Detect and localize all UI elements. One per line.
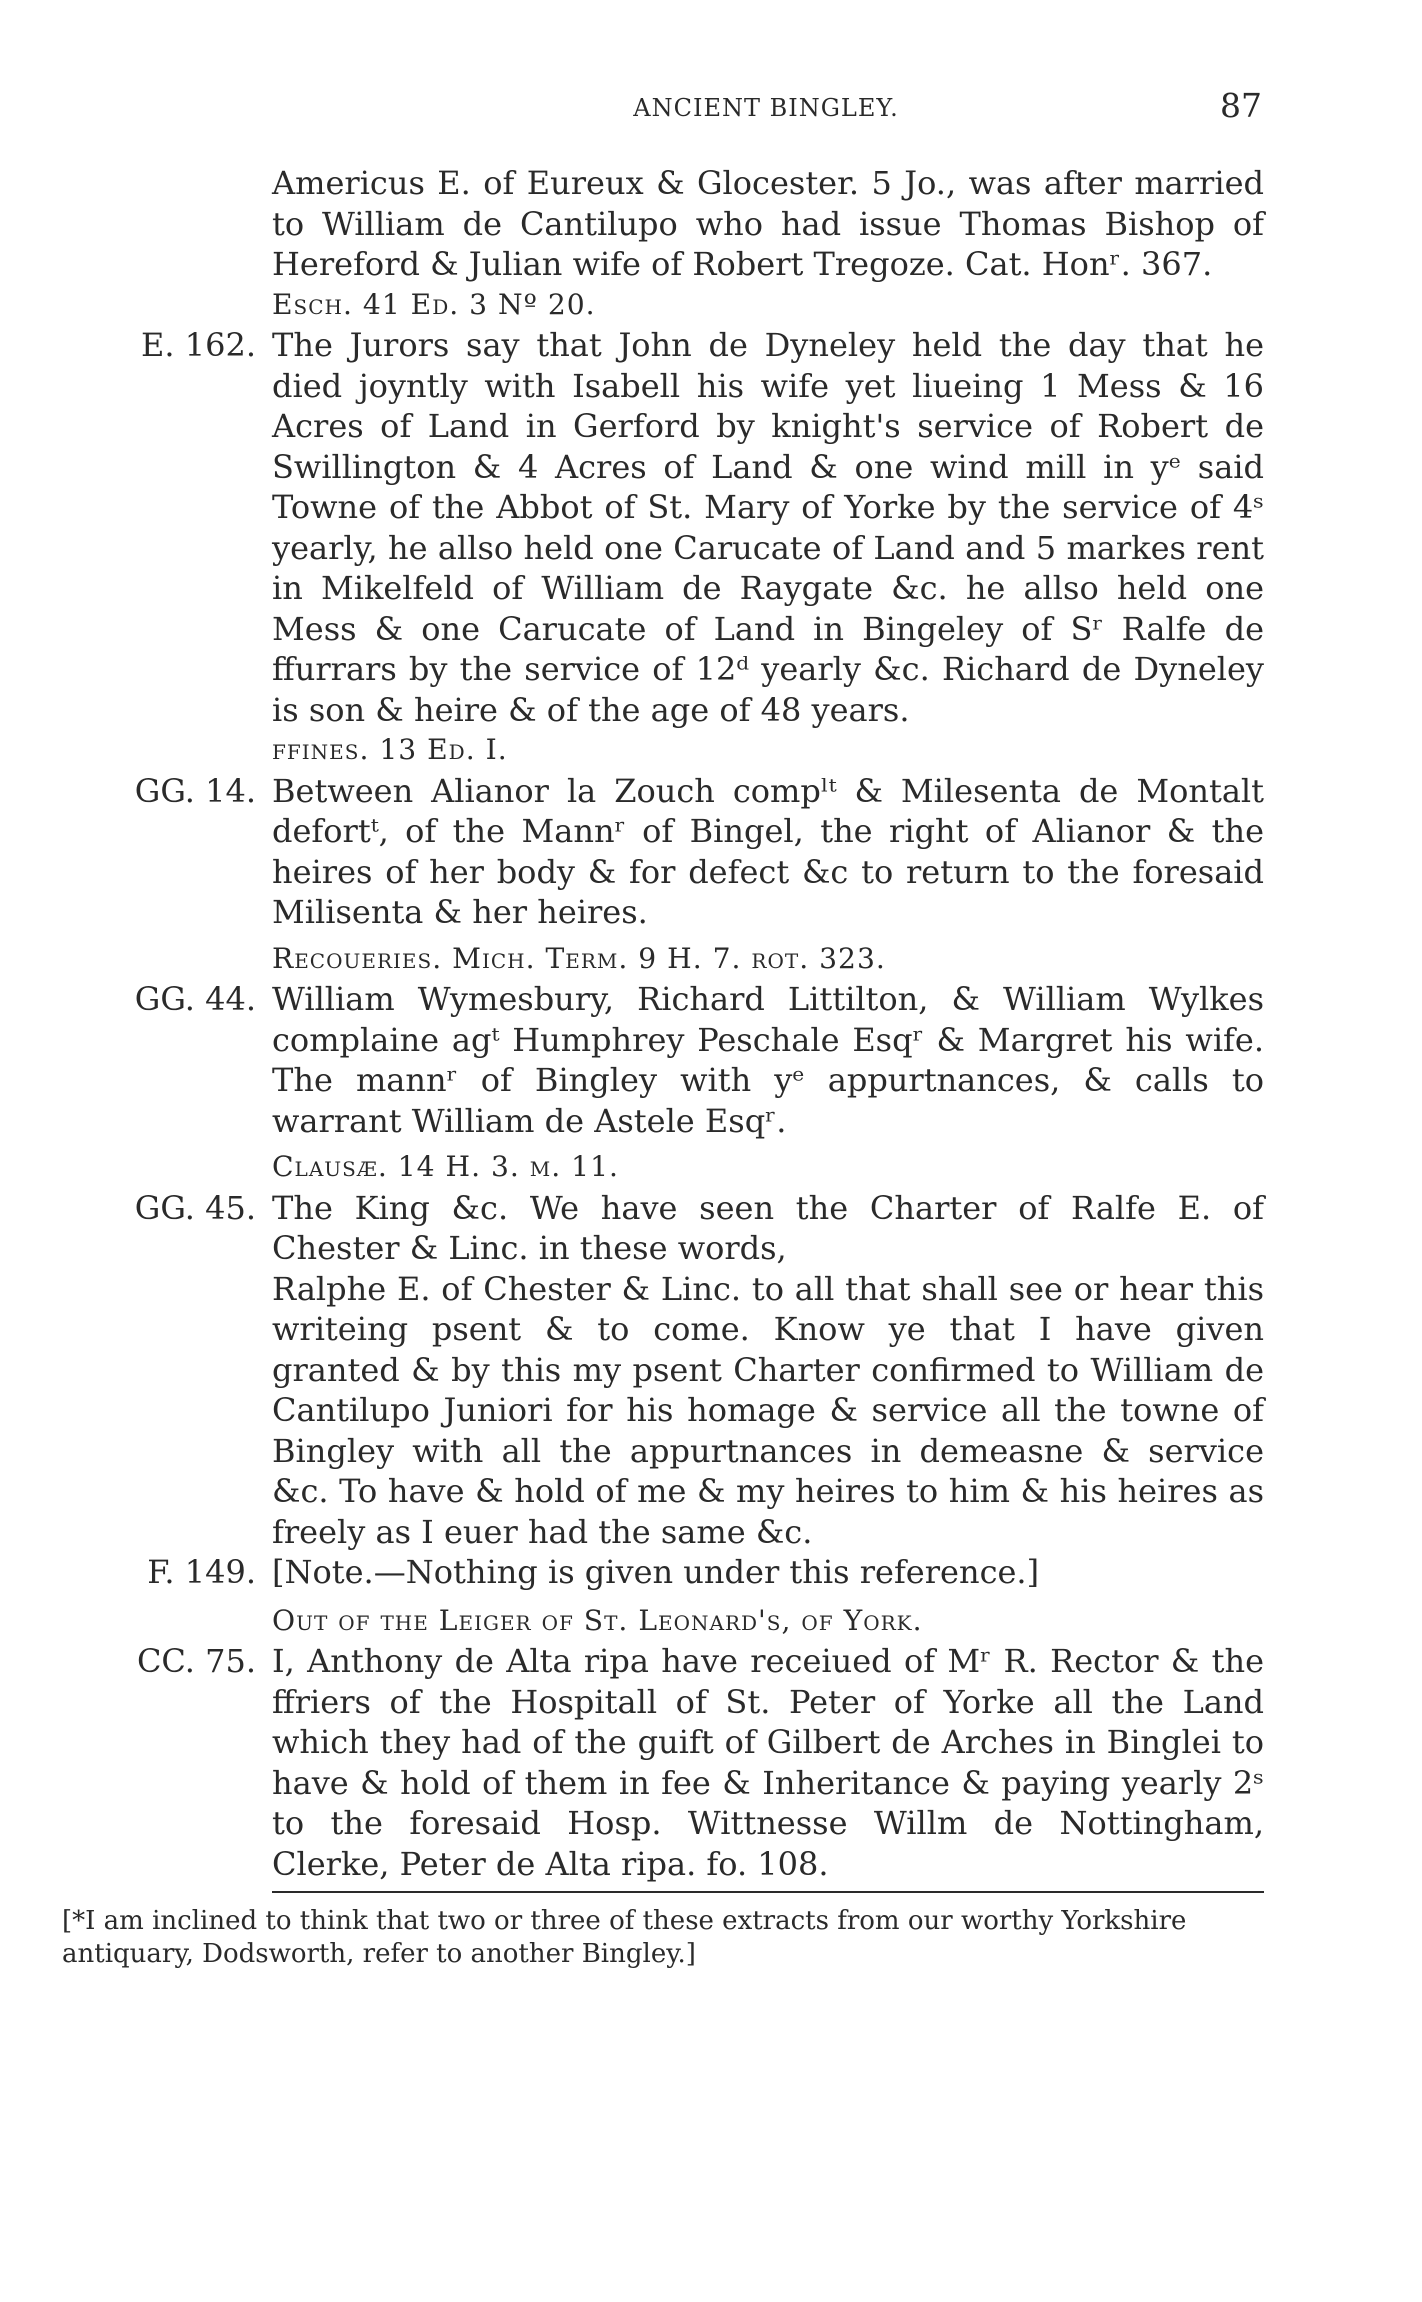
entry-f-149	[0, 1552, 1422, 1593]
footnote-divider	[272, 1891, 1264, 1893]
entry-ref: F. 149.	[147, 1553, 256, 1591]
entry-text: The Jurors say that John de Dyneley held the day that he died joyntly with Isabell his wife yet liueing 1 Mess & 16 Acres of Land in Gerford by knight's service of Robert de Swillington & 4 Acres of Land & one wind mill in yᵉ said Towne of the Abbot of St. Mary of Yorke by the service of 4ˢ yearly, he allso held one Carucate of Land and 5 markes rent in Mikelfeld of William de Raygate &c. he allso held one Mess & one Carucate of Land in Bingeley of Sʳ Ralfe de ffurrars by the service of 12ᵈ yearly &c. Richard de Dyneley is son & heire & of the age of 48 years.	[272, 326, 1264, 729]
entry-ref: E. 162.	[141, 326, 256, 364]
heading-text: Esch. 41 Ed. 3 Nº 20.	[272, 287, 596, 321]
entry-text: Americus E. of Eureux & Glocester. 5 Jo., was after married to William de Cantilupo who had issue Thomas Bishop of Hereford & Julian wife of Robert Tregoze. Cat. Honʳ. 367.	[272, 164, 1264, 283]
page-number: 87	[1220, 86, 1262, 125]
entry-cc-75	[0, 1641, 1422, 1884]
entry-gg-44	[0, 979, 1422, 1141]
entry-ref: GG. 45.	[134, 1188, 256, 1227]
section-heading	[0, 730, 1422, 771]
heading-text: Clausæ. 14 H. 3. m. 11.	[272, 1150, 619, 1183]
heading-text: ffines. 13 Ed. I.	[272, 733, 508, 766]
entry-text: Ralphe E. of Chester & Linc. to all that shall see or hear this writeing psent & to come. Know ye that I have given granted & by this my psent Charter confirmed to William de Cantilupo Juniori for his homage & service all the towne of Bingley with all the appurtnances in demeasne & service &c. To have & hold of me & my heires to him & his heires as freely as I euer had the same &c.	[272, 1269, 1264, 1551]
entry-ref: CC. 75.	[136, 1642, 256, 1680]
section-heading	[0, 1601, 1422, 1642]
section-heading	[0, 939, 1422, 980]
heading-text: Recoueries. Mich. Term. 9 H. 7. rot. 323.	[272, 941, 886, 975]
section-heading	[0, 1147, 1422, 1188]
entry-text: Between Alianor la Zouch compˡᵗ & Milesenta de Montalt defortᵗ, of the Mannʳ of Bingel, the right of Alianor & the heires of her body & for defect &c to return to the foresaid Milisenta & her heires.	[272, 771, 1264, 931]
entry-gg-45	[0, 1188, 1422, 1269]
section-heading	[0, 285, 1422, 326]
entry-gg-14	[0, 771, 1422, 933]
entry-text: The King &c. We have seen the Charter of Ralfe E. of Chester & Linc. in these words,	[272, 1188, 1264, 1267]
entry-text: [Note.—Nothing is given under this reference.]	[272, 1553, 1040, 1591]
entry-ref: GG. 14.	[134, 771, 256, 810]
entry-ref: GG. 44.	[134, 980, 256, 1018]
entry-text: I, Anthony de Alta ripa have receiued of Mʳ R. Rector & the ffriers of the Hospitall of St. Peter of Yorke all the Land which they had of the guift of Gilbert de Arches in Binglei to have & hold of them in fee & Inheritance & paying yearly 2ˢ to the foresaid Hosp. Wittnesse Willm de Nottingham, Clerke, Peter de Alta ripa. fo. 108.	[272, 1642, 1264, 1883]
running-head: ANCIENT BINGLEY.	[633, 94, 899, 122]
heading-text: Out of the Leiger of St. Leonard's, of York.	[272, 1603, 923, 1637]
footnote: [*I am inclined to think that two or three of these extracts from our worthy Yorkshire antiquary, Dodsworth, refer to another Bingley.]	[62, 1906, 1187, 1969]
page-body	[0, 163, 1422, 1971]
entry-text: William Wymesbury, Richard Littilton, & William Wylkes complaine agᵗ Humphrey Peschale Esqʳ & Margret his wife. The mannʳ of Bingley with yᵉ appurtnances, & calls to warrant William de Astele Esqʳ.	[272, 980, 1264, 1140]
page-header	[270, 86, 1262, 130]
entry-paragraph	[0, 163, 1422, 285]
entry-e-162	[0, 325, 1422, 730]
entry-paragraph	[0, 1269, 1422, 1553]
